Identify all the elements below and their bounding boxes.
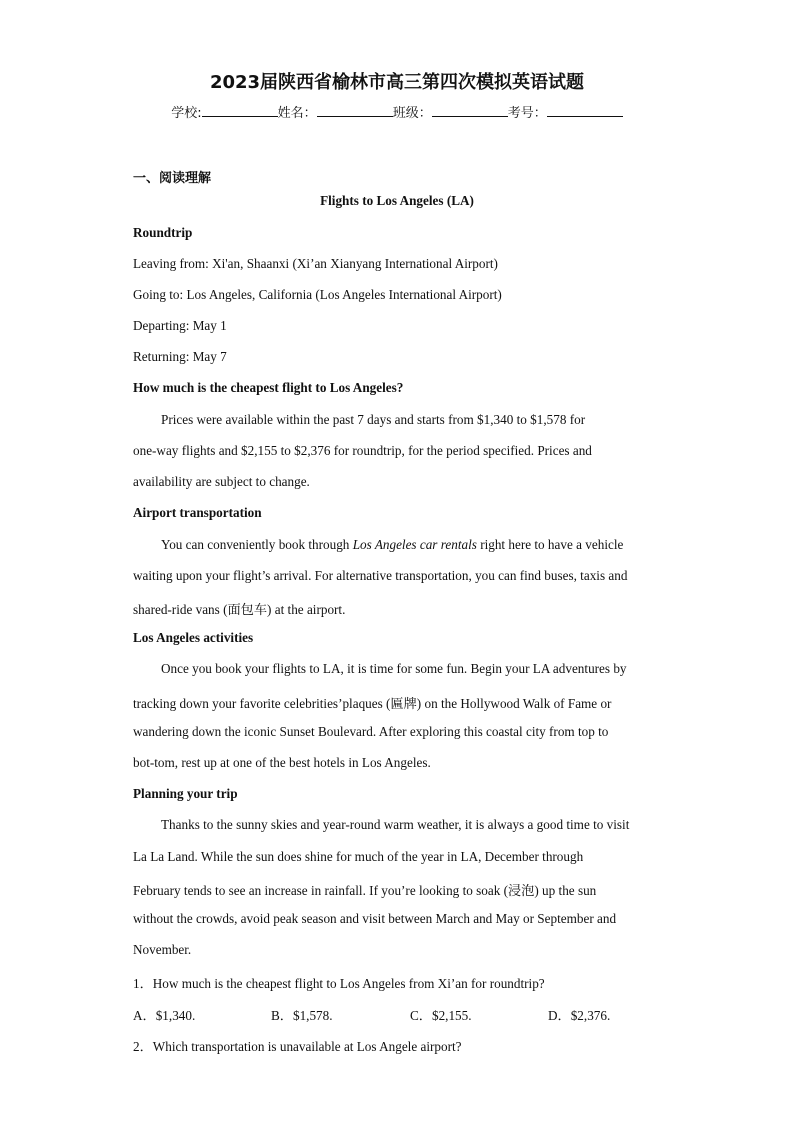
planning-line-3: February tends to see an increase in rainfall. If you’re looking to soak (浸泡) up the sun xyxy=(133,883,597,898)
name-blank[interactable] xyxy=(317,104,393,117)
planning-line-2: La La Land. While the sun does shine for much of the year in LA, December through xyxy=(133,849,584,864)
number-blank[interactable] xyxy=(547,104,623,117)
activities-line-4: bot-tom, rest up at one of the best hotels in Los Angeles. xyxy=(133,755,431,770)
activities-line-2: tracking down your favorite celebrities’plaques (匾牌) on the Hollywood Walk of Fame or xyxy=(133,696,612,711)
airport-line-1b: right here to have a vehicle xyxy=(476,537,624,552)
cheapest-line-1: Prices were available within the past 7 days and starts from $1,340 to $1,578 for xyxy=(161,412,586,427)
section-heading: 一、阅读理解 xyxy=(133,171,212,186)
planning-line-1: Thanks to the sunny skies and year-round warm weather, it is always a good time to visit xyxy=(161,817,630,832)
activities-heading: Los Angeles activities xyxy=(133,630,254,645)
planning-line-4: without the crowds, avoid peak season and visit between March and May or September and xyxy=(133,911,617,926)
question-1-option-b[interactable]: B．$1,578. xyxy=(271,1008,333,1023)
departing-line: Departing: May 1 xyxy=(133,318,227,333)
returning-line: Returning: May 7 xyxy=(133,349,227,364)
airport-line-2: waiting upon your flight’s arrival. For alternative transportation, you can find buses, taxis and xyxy=(133,568,628,583)
question-1-option-c[interactable]: C．$2,155. xyxy=(410,1008,472,1023)
airport-line-1 xyxy=(161,537,623,553)
activities-line-1: Once you book your flights to LA, it is time for some fun. Begin your LA adventures by xyxy=(161,661,627,676)
planning-line-5: November. xyxy=(133,942,192,957)
question-1-stem: 1．How much is the cheapest flight to Los Angeles from Xi’an for roundtrip? xyxy=(133,976,545,991)
school-blank[interactable] xyxy=(202,104,278,117)
going-line: Going to: Los Angeles, California (Los Angeles International Airport) xyxy=(133,287,502,302)
question-1-option-d[interactable]: D．$2,376. xyxy=(548,1008,611,1023)
leaving-line: Leaving from: Xi'an, Shaanxi (Xi’an Xianyang International Airport) xyxy=(133,256,498,271)
cheapest-heading: How much is the cheapest flight to Los Angeles? xyxy=(133,380,404,395)
passage-title: Flights to Los Angeles (LA) xyxy=(320,193,474,208)
airport-line-1a: You can conveniently book through xyxy=(161,537,353,552)
question-2-stem: 2．Which transportation is unavailable at Los Angele airport? xyxy=(133,1039,462,1054)
cheapest-line-3: availability are subject to change. xyxy=(133,474,310,489)
roundtrip-heading: Roundtrip xyxy=(133,225,193,240)
activities-line-3: wandering down the iconic Sunset Boulevard. After exploring this coastal city from top to xyxy=(133,724,609,739)
name-label: 姓名： xyxy=(277,106,317,121)
exam-title: 2023届陕西省榆林市高三第四次模拟英语试题 xyxy=(209,72,585,93)
cheapest-line-2: one-way flights and $2,155 to $2,376 for roundtrip, for the period specified. Prices and xyxy=(133,443,592,458)
number-label: 考号： xyxy=(507,106,547,121)
student-info-line xyxy=(0,102,794,121)
class-blank[interactable] xyxy=(432,104,508,117)
airport-heading: Airport transportation xyxy=(133,505,262,520)
airport-line-3: shared-ride vans (面包车) at the airport. xyxy=(133,602,346,617)
planning-heading: Planning your trip xyxy=(133,786,238,801)
car-rentals-text: Los Angeles car rentals xyxy=(352,537,477,552)
class-label: 班级： xyxy=(392,106,432,121)
school-label: 学校: xyxy=(171,106,202,121)
question-1-option-a[interactable]: A．$1,340. xyxy=(133,1008,196,1023)
